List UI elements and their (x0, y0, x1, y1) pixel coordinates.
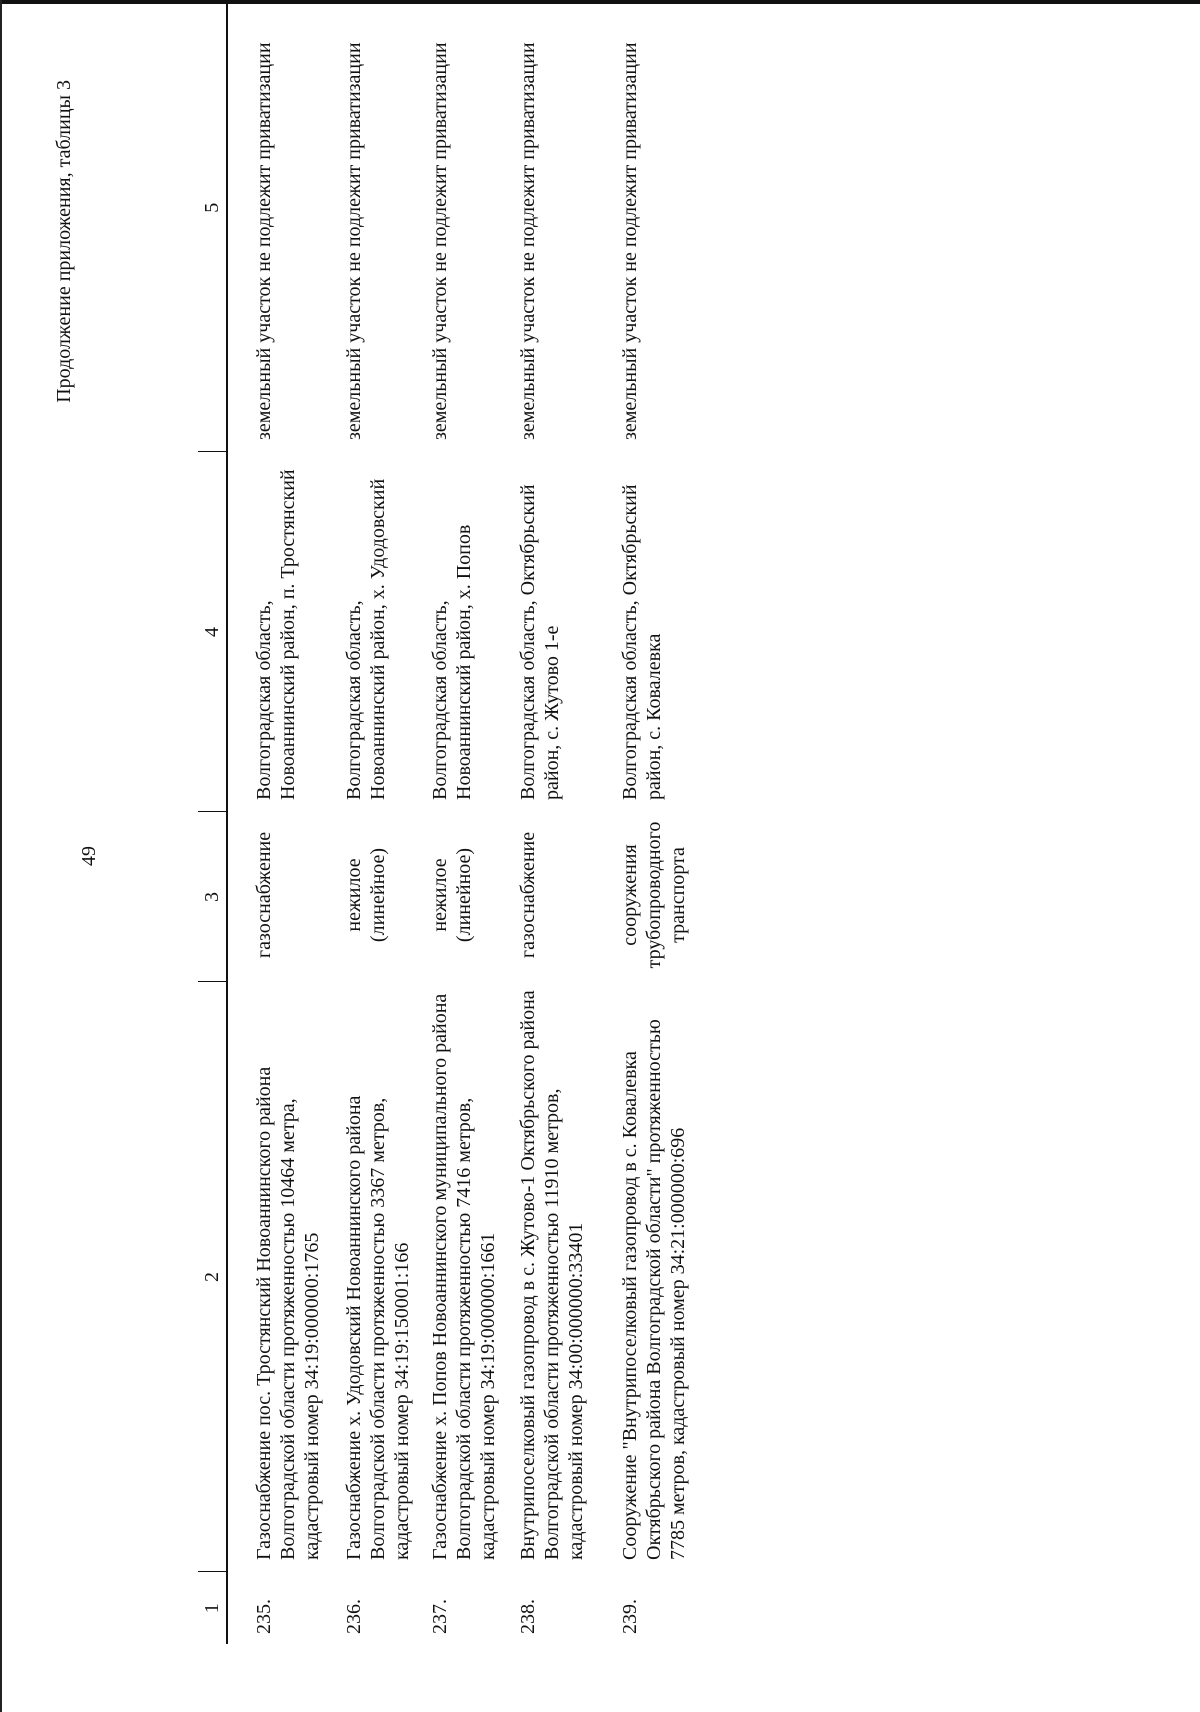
object-note: земельный участок не подлежит приватизации (343, 42, 365, 440)
table-row (414, 0, 500, 1644)
table-header-row (198, 0, 227, 1644)
row-number: 236. (343, 1599, 365, 1634)
object-note: земельный участок не подлежит приватизации (517, 42, 539, 440)
object-address: Волгоградская область, Новоаннинский район, п. Тростянский (253, 469, 299, 800)
column-header-2: 2 (198, 982, 227, 1572)
object-address: Волгоградская область, Октябрьский район, с. Жутово 1-е (517, 484, 563, 800)
object-purpose: нежилое (линейное) (343, 847, 389, 943)
object-note: земельный участок не подлежит приватизации (253, 42, 275, 440)
column-header-5: 5 (198, 0, 227, 452)
column-header-3: 3 (198, 812, 227, 982)
object-address: Волгоградская область, Новоаннинский район, х. Попов (429, 524, 475, 800)
table-row (324, 0, 414, 1644)
continuation-note: Продолжение приложения, таблицы 3 (53, 80, 75, 403)
row-number: 235. (253, 1599, 275, 1634)
object-purpose: нежилое (линейное) (429, 847, 475, 943)
table-row (500, 0, 588, 1644)
object-name: Газоснабжение х. Удодовский Новоаннинского района Волгоградской области протяженностью 3367 метров, кадастровый номер 34:19:150001:166 (343, 1095, 413, 1560)
object-name: Сооружение "Внутрипоселковый газопровод в с. Ковалевка Октябрьского района Волгоградской области" протяженностью 7785 метров, кадастровый номер 34:21:000000:696 (619, 1019, 689, 1560)
property-table (198, 0, 690, 1644)
table-row (588, 0, 690, 1644)
object-purpose: сооружения трубопроводного транспорта (619, 821, 689, 969)
row-number: 239. (619, 1599, 641, 1634)
row-number: 237. (429, 1599, 451, 1634)
object-note: земельный участок не подлежит приватизации (429, 42, 451, 440)
object-note: земельный участок не подлежит приватизации (619, 42, 641, 440)
table-row (227, 0, 324, 1644)
object-name: Газоснабжение х. Попов Новоаннинского муниципального района Волгоградской области протяженностью 7416 метров, кадастровый номер 34:19:000000:1661 (429, 993, 499, 1560)
page-number: 49 (78, 846, 100, 866)
row-number: 238. (517, 1599, 539, 1634)
column-header-1: 1 (198, 1572, 227, 1644)
object-name: Внутрипоселковый газопровод в с. Жутово-1 Октябрьского района Волгоградской области протяженностью 11910 метров, кадастровый номер 34:00:000000:33401 (517, 990, 587, 1560)
object-purpose: газоснабжение (253, 831, 275, 959)
object-name: Газоснабжение пос. Тростянский Новоаннинского района Волгоградской области протяженностью 10464 метра, кадастровый номер 34:19:000000:1765 (253, 1066, 323, 1560)
object-address: Волгоградская область, Октябрьский район, с. Ковалевка (619, 484, 665, 800)
object-address: Волгоградская область, Новоаннинский район, х. Удодовский (343, 478, 389, 800)
object-purpose: газоснабжение (517, 831, 539, 959)
column-header-4: 4 (198, 452, 227, 812)
